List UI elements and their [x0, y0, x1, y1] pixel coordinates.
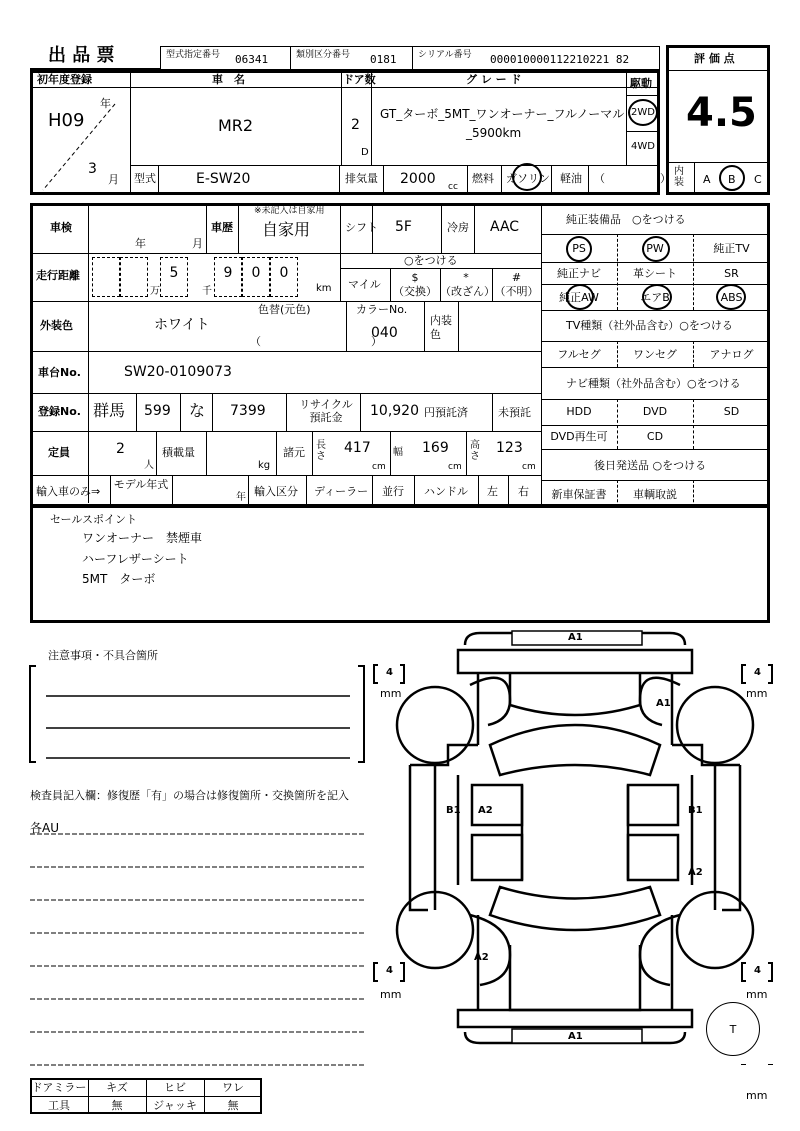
acc-cell: 無: [227, 1099, 239, 1112]
equipment-ps: PS: [572, 242, 586, 255]
drive-2wd: 2WD: [631, 107, 655, 118]
car-name-label: 車 名: [212, 73, 245, 86]
damage-mark: A1: [568, 1031, 583, 1042]
sales-line: ハーフレザーシート: [82, 552, 189, 566]
acc-cell: ジャッキ: [153, 1099, 197, 1112]
drive-4wd: 4WD: [631, 141, 655, 152]
model-cert-value: 06341: [235, 53, 269, 66]
equipment-airbag: エアB: [640, 291, 670, 304]
mileage-label: 走行距離: [36, 269, 80, 282]
navi-dvd: DVD: [642, 405, 668, 418]
inspector-label: 検査員記入欄：修復歴「有」の場合は修復箇所・交換箇所を記入: [30, 789, 349, 802]
tire-rear-left: 4: [386, 965, 393, 976]
interior-color-label: 内装色: [430, 314, 452, 342]
acc-header: ヒビ: [164, 1081, 186, 1094]
acc-header: キズ: [106, 1081, 128, 1094]
displacement-label: 排気量: [345, 172, 378, 185]
reg-class: 599: [144, 403, 171, 419]
equipment-title: 純正装備品 ○をつける: [566, 213, 686, 226]
fuel-gasoline: ガソリン: [506, 172, 550, 185]
exterior-color-value: ホワイト: [154, 317, 210, 333]
tv-analog: アナログ: [709, 348, 754, 361]
shift-value: 5F: [395, 219, 412, 235]
interior-grade-label: 内装: [674, 166, 684, 188]
equipment-abs-circle: [716, 284, 746, 310]
tv-fullseg: フルセグ: [557, 348, 601, 361]
length-value: 417: [344, 440, 371, 456]
import-class-label: 輸入区分: [254, 485, 298, 498]
score-label: 評 価 点: [694, 52, 735, 65]
reg-number: 7399: [230, 403, 266, 419]
mileage-digit: 0: [279, 265, 289, 281]
fuel-diesel: 軽油: [560, 172, 582, 185]
equipment-leather: 革シート: [633, 267, 677, 280]
score-value: 4.5: [686, 90, 757, 136]
inspector-first-line: 各AU: [30, 821, 59, 835]
navi-hdd: HDD: [566, 405, 592, 418]
acc-cell: 無: [111, 1099, 123, 1112]
capacity-label: 定員: [48, 446, 70, 459]
import-label: 輸入車のみ⇒: [36, 485, 101, 498]
acc-cell: 工具: [48, 1099, 70, 1112]
chassis-label: 車台No.: [38, 366, 81, 379]
repaint-label: 色替(元色): [258, 303, 311, 316]
recycle-value: 10,920: [370, 403, 419, 419]
model-year-label: モデル年式: [113, 478, 169, 491]
first-reg-year: H09: [48, 110, 85, 131]
navi-title: ナビ種類（社外品含む）○をつける: [566, 377, 741, 390]
mileage-digit: 0: [251, 265, 261, 281]
equipment-abs: ABS: [720, 291, 743, 304]
interior-b: B: [728, 173, 736, 186]
model-label: 型式: [134, 172, 156, 185]
navi-cd: CD: [646, 430, 664, 443]
class-label: 類別区分番号: [296, 50, 351, 60]
first-reg-label: 初年度登録: [37, 73, 92, 86]
later-manual: 車輌取説: [633, 488, 677, 501]
fuel-other: （ ）: [594, 172, 671, 185]
doors-label: ドア数: [343, 73, 376, 86]
interior-c: C: [754, 173, 762, 186]
ac-label: 冷房: [447, 221, 469, 234]
equipment-sr: SR: [724, 267, 739, 280]
equipment-pw-circle: [642, 236, 670, 262]
recycle-not-deposited: 未預託: [498, 406, 531, 419]
fuel-label: 燃料: [472, 172, 494, 185]
reg-prefecture: 群馬: [93, 401, 126, 420]
later-title: 後日発送品 ○をつける: [594, 459, 707, 472]
inspector-lines: [28, 830, 370, 1070]
reg-label: 登録No.: [38, 405, 81, 418]
first-reg-month: 3: [88, 161, 97, 177]
sheet-title: 出 品 票: [48, 45, 115, 66]
import-parallel: 並行: [382, 485, 404, 498]
tv-title: TV種類（社外品含む）○をつける: [566, 319, 733, 332]
dims-label: 諸元: [283, 446, 305, 459]
color-no-label: カラーNo.: [356, 303, 408, 316]
car-name-value: MR2: [218, 116, 254, 135]
ac-value: AAC: [490, 219, 520, 235]
equipment-airbag-circle: [642, 284, 672, 310]
fuel-gasoline-circle: [512, 163, 542, 191]
car-damage-diagram: [370, 625, 790, 1065]
class-value: 0181: [370, 53, 397, 66]
grade-line1: GT_ターボ_5MT_ワンオーナー_フルノーマル: [380, 107, 625, 121]
tire-front-right: 4: [754, 667, 761, 678]
sales-point-label: セールスポイント: [50, 513, 138, 526]
navi-sd: SD: [723, 405, 740, 418]
shaken-label: 車検: [50, 221, 72, 234]
navi-dvd-play: DVD再生可: [550, 430, 608, 443]
damage-mark: A2: [688, 867, 703, 878]
recycle-label: リサイクル預託金: [299, 398, 353, 425]
equipment-ps-circle: [566, 236, 592, 262]
equipment-navi: 純正ナビ: [557, 267, 601, 280]
caution-bracket: [28, 660, 368, 770]
grade-line2: _5900km: [466, 126, 522, 140]
history-label: 車歴: [211, 221, 233, 234]
interior-a: A: [703, 173, 711, 186]
acc-header: ワレ: [222, 1081, 244, 1094]
damage-mark: A2: [474, 952, 489, 963]
tire-rear-right: 4: [754, 965, 761, 976]
mileage-digit: 5: [169, 265, 179, 281]
odometer-circle-note: ○をつける: [404, 254, 458, 267]
serial-label: シリアル番号: [418, 50, 472, 60]
spare-tire-label: T: [729, 1023, 737, 1036]
color-no-value: 040: [371, 325, 398, 341]
damage-mark: A1: [656, 698, 671, 709]
shift-label: シフト: [345, 221, 378, 234]
model-cert-label: 型式指定番号: [166, 50, 221, 60]
equipment-aw-circle: [566, 284, 594, 310]
tv-oneseg: ワンセグ: [633, 348, 677, 361]
damage-mark: B1: [688, 805, 703, 816]
model-value: E-SW20: [196, 171, 251, 187]
import-dealer: ディーラー: [314, 485, 369, 498]
load-label: 積載量: [162, 446, 195, 459]
equipment-tv: 純正TV: [713, 242, 750, 255]
reg-kana: な: [189, 401, 206, 420]
mile-option: マイル: [348, 278, 381, 291]
drive-2wd-circle: [628, 99, 658, 126]
acc-header: ドアミラー: [31, 1081, 87, 1094]
later-warranty: 新車保証書: [551, 488, 607, 501]
serial-value: 000010000112210221 82: [490, 53, 630, 66]
chassis-value: SW20-0109073: [124, 364, 232, 380]
displacement-value: 2000: [400, 171, 436, 187]
equipment-pw: PW: [646, 242, 664, 255]
doors-value: 2: [351, 117, 360, 133]
damage-mark: B1: [446, 805, 461, 816]
equipment-aw: 純正AW: [559, 291, 599, 304]
mileage-digit: 9: [223, 265, 233, 281]
capacity-value: 2: [116, 441, 125, 457]
height-value: 123: [496, 440, 523, 456]
spare-mm: mm: [746, 1089, 768, 1102]
handle-left: 左: [487, 485, 498, 498]
sales-line: ワンオーナー 禁煙車: [82, 531, 203, 545]
damage-mark: A2: [478, 805, 493, 816]
width-value: 169: [422, 440, 449, 456]
tire-front-left: 4: [386, 667, 393, 678]
exterior-color-label: 外装色: [40, 319, 73, 332]
interior-b-circle: [719, 165, 745, 191]
caution-label: 注意事項・不具合箇所: [48, 649, 158, 662]
damage-mark: A1: [568, 632, 583, 643]
handle-right: 右: [518, 485, 529, 498]
grade-label: グ レ ー ド: [466, 73, 522, 86]
history-value: 自家用: [262, 220, 311, 239]
handle-label: ハンドル: [424, 485, 468, 498]
drive-label: 駆動: [630, 77, 652, 90]
sales-line: 5MT ターボ: [82, 572, 156, 586]
